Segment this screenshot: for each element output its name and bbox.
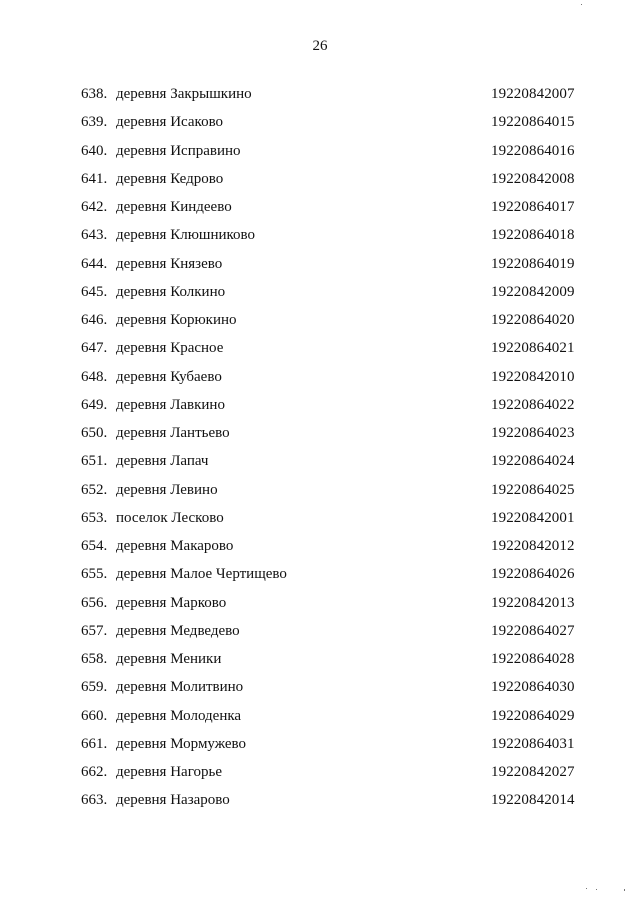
settlement-code: 19220842010 [491, 368, 575, 385]
settlement-name: деревня Киндеево [116, 199, 232, 215]
settlement-code: 19220864022 [491, 396, 575, 413]
settlement-code: 19220842027 [491, 764, 575, 780]
row-number: 659. [81, 679, 108, 696]
row-number: 657. [81, 622, 108, 639]
row-number: 640. [81, 142, 108, 159]
row-number: 647. [81, 340, 108, 357]
settlement-name: деревня Лапач [116, 453, 209, 470]
settlement-name: деревня Макарово [116, 538, 234, 554]
settlement-name: деревня Клюшниково [116, 227, 256, 244]
list-row [0, 336, 640, 364]
list-row [0, 280, 640, 308]
row-number: 639. [81, 114, 108, 131]
list-row [0, 308, 640, 336]
settlement-code: 19220842007 [491, 86, 575, 102]
list-row [0, 139, 640, 167]
settlement-name: деревня Закрышкино [116, 86, 252, 102]
settlement-name: деревня Левино [116, 481, 218, 498]
settlement-name: деревня Красное [116, 340, 224, 357]
settlement-code: 19220864015 [491, 114, 575, 131]
settlement-name: деревня Князево [116, 255, 223, 272]
settlement-name: деревня Назарово [116, 792, 230, 809]
scan-speck [586, 888, 587, 889]
list-row [0, 195, 640, 223]
settlement-name: поселок Лесково [116, 509, 224, 526]
settlement-name: деревня Исаково [116, 114, 224, 131]
settlement-code: 19220864017 [491, 199, 575, 215]
list-row [0, 704, 640, 732]
list-row [0, 647, 640, 675]
settlement-name: деревня Медведево [116, 622, 240, 639]
settlement-code: 19220864021 [491, 340, 575, 357]
settlement-name: деревня Лавкино [116, 396, 225, 413]
row-number: 646. [81, 312, 108, 328]
settlement-name: деревня Малое Чертищево [116, 566, 287, 583]
settlement-name: деревня Молоденка [116, 707, 242, 724]
scan-speck [581, 4, 582, 5]
row-number: 649. [81, 396, 108, 413]
list-row [0, 478, 640, 506]
list-row [0, 110, 640, 138]
row-number: 648. [81, 368, 108, 385]
settlement-name: деревня Марково [116, 594, 227, 611]
list-row [0, 82, 640, 110]
list-row [0, 591, 640, 619]
settlement-name: деревня Лантьево [116, 425, 230, 441]
settlement-list [0, 82, 640, 817]
settlement-code: 19220842014 [491, 792, 575, 809]
scan-speck [624, 889, 625, 891]
row-number: 643. [81, 227, 108, 244]
list-row [0, 393, 640, 421]
row-number: 642. [81, 199, 108, 215]
settlement-name: деревня Кедрово [116, 170, 224, 187]
settlement-code: 19220842009 [491, 283, 575, 300]
settlement-code: 19220864026 [491, 566, 575, 583]
row-number: 653. [81, 509, 108, 526]
row-number: 645. [81, 283, 108, 300]
settlement-name: деревня Меники [116, 651, 222, 667]
list-row [0, 562, 640, 590]
settlement-name: деревня Молитвино [116, 679, 244, 696]
settlement-code: 19220864023 [491, 425, 575, 441]
row-number: 644. [81, 255, 108, 272]
row-number: 650. [81, 425, 108, 441]
row-number: 654. [81, 538, 108, 554]
list-row [0, 675, 640, 703]
settlement-code: 19220864016 [491, 142, 575, 159]
scan-speck [596, 889, 597, 890]
settlement-code: 19220864031 [491, 735, 575, 752]
settlement-name: деревня Исправино [116, 142, 241, 159]
list-row [0, 760, 640, 788]
settlement-code: 19220864018 [491, 227, 575, 244]
settlement-code: 19220842001 [491, 509, 575, 526]
row-number: 641. [81, 170, 108, 187]
row-number: 651. [81, 453, 108, 470]
row-number: 652. [81, 481, 108, 498]
page-number: 26 [312, 38, 328, 54]
settlement-name: деревня Колкино [116, 283, 226, 300]
list-row [0, 534, 640, 562]
settlement-code: 19220864028 [491, 651, 575, 667]
settlement-name: деревня Нагорье [116, 764, 222, 780]
list-row [0, 732, 640, 760]
row-number: 656. [81, 594, 108, 611]
list-row [0, 223, 640, 251]
list-row [0, 252, 640, 280]
row-number: 655. [81, 566, 108, 583]
list-row [0, 365, 640, 393]
settlement-name: деревня Кубаево [116, 368, 222, 385]
row-number: 662. [81, 764, 108, 780]
settlement-code: 19220842008 [491, 170, 575, 187]
settlement-code: 19220864025 [491, 481, 575, 498]
settlement-code: 19220864020 [491, 312, 575, 328]
settlement-code: 19220842012 [491, 538, 575, 554]
row-number: 660. [81, 707, 108, 724]
list-row [0, 449, 640, 477]
settlement-code: 19220864027 [491, 622, 575, 639]
list-row [0, 506, 640, 534]
settlement-code: 19220864024 [491, 453, 575, 470]
settlement-name: деревня Корюкино [116, 312, 237, 328]
settlement-code: 19220842013 [491, 594, 575, 611]
list-row [0, 421, 640, 449]
list-row [0, 788, 640, 816]
row-number: 658. [81, 651, 108, 667]
settlement-code: 19220864030 [491, 679, 575, 696]
settlement-code: 19220864019 [491, 255, 575, 272]
row-number: 661. [81, 735, 108, 752]
settlement-code: 19220864029 [491, 707, 575, 724]
row-number: 663. [81, 792, 108, 809]
row-number: 638. [81, 86, 108, 102]
settlement-name: деревня Мормужево [116, 735, 247, 752]
list-row [0, 167, 640, 195]
list-row [0, 619, 640, 647]
